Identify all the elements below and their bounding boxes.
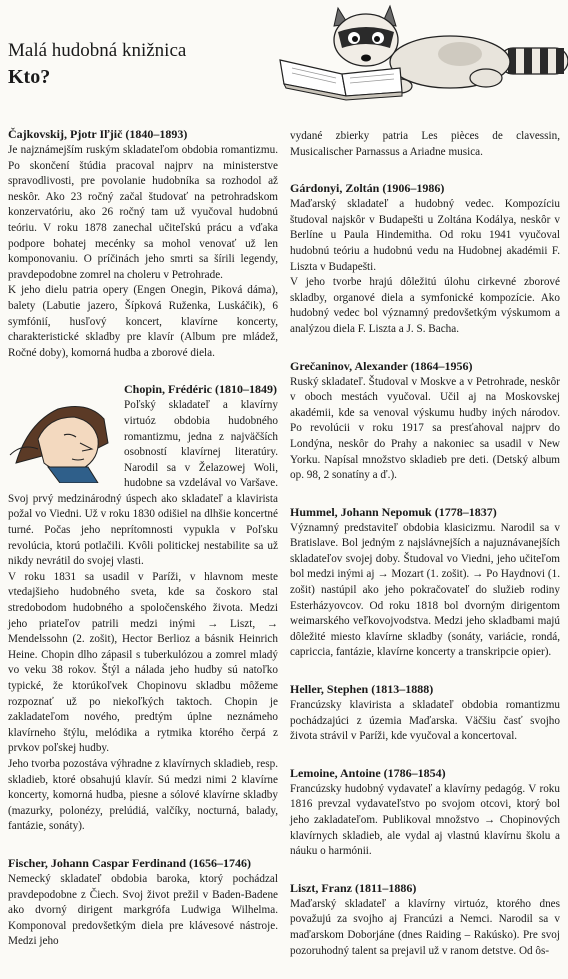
entry-heading: Hummel, Johann Nepomuk (1778–1837) [290, 504, 497, 519]
entry-heading: Fischer, Johann Caspar Ferdinand (1656–1746) [8, 855, 252, 870]
entry-grecaninov [290, 358, 560, 484]
page-title: Malá hudobná knižnica [8, 40, 187, 61]
raccoon-reading-illustration [250, 0, 568, 122]
entry-heading: Gárdonyi, Zoltán (1906–1986) [290, 181, 445, 196]
left-column [8, 126, 278, 970]
entry-heading: Liszt, Franz (1811–1886) [290, 880, 417, 895]
open-book [280, 60, 402, 100]
entry-heading: Grečaninov, Alexander (1864–1956) [290, 358, 473, 373]
entry-cajkovskij [8, 126, 278, 361]
entry-heading: Chopin, Frédéric (1810–1849) [124, 382, 277, 397]
entry-text: K jeho dielu patria opery (Engen Onegin, Piková dáma), balety (Labutie jazero, Šípková Ruženka, Luskáčik), 6 symfónií, husľový koncert, klavírne koncerty, charakteristické skladby pre klavír (Album pre mládež, Ročné doby), komorná hudba a zborové diela. [8, 284, 278, 359]
entry-text: Poľský skladateľ a klavírny virtuóz obdobia hudobného romantizmu, jedna z najväčších osobností klavírnej literatúry. Narodil sa v Želazowej Woli, hudobne sa vzdelával vo Varšave. Svoj prvý medzinárodný úspech ako skladateľ a klavirista požal vo Viedni. Už v roku 1830 odišiel na dlhšie koncertné turné. Počas jeho neprítomnosti vypukla v Poľsku revolúcia, ktorú potlačili. Kvôli politickej nestabilite sa už nikdy nevrátil do svojej vlasti. [8, 399, 278, 568]
chopin-portrait-illustration [8, 383, 116, 483]
entry-continuation: vydané zbierky patria Les pièces de clavessin, Musicalischer Parnassus a Ariadne musica. [290, 130, 560, 158]
entry-text: V jeho tvorbe hrajú dôležitú úlohu cirkevné zborové skladby, organové diela a symfonické kompozície. Ako hudobný vedec bol významný predovšetkým výskumom a analýzou diela F. Liszta a J. S. Bacha. [290, 276, 560, 335]
entry-text: Maďarský skladateľ a hudobný vedec. Kompozíciu študoval najskôr v Budapešti u Zoltána Kodálya, neskôr v Berlíne u Paula Hindemitha. Od roku 1941 vyučoval hudobnú teóriu a hudobnú vedu na Hudobnej akadémii F. Liszta v Budapešti. [290, 198, 560, 273]
entry-text: Je najznámejším ruským skladateľom obdobia romantizmu. Po skončení štúdia pracoval najprv na ministerstve spravodlivosti, pre povolanie hudobníka sa rozhodol až neskôr. Ako 23 ročný začal študovať na petrohradskom konzervatóriu, ako 26 ročný tam už vyučoval hudobnú teóriu. V roku 1878 zanechal učiteľskú prácu a vďaka podpore bohatej mecénky sa mohol venovať už len komponovaniu. O príčinách jeho smrti sa šírili legendy, pravdepodobne zomrel na choleru v Petrohrade. [8, 144, 278, 281]
entry-hummel [290, 504, 560, 661]
page-subtitle: Kto? [8, 66, 51, 88]
right-column [290, 129, 560, 979]
entry-text: Významný predstaviteľ obdobia klasicizmu. Narodil sa v Bratislave. Bol jedným z najslávnejších a najuznávanejších skladateľov svojej doby. Študoval vo Viedni, jeho učiteľom bol medzi inými aj → Mozart (1. zošit). → Po Haydnovi (1. zošit) nastúpil ako jeho pokračovateľ do služieb rodiny Esterházyovcov. Od roku 1818 bol dvorným dirigentom weimarského veľkovojvodstva. Medzi jeho skladbami majú dôležité miesto klavírne skladby (sonáty, variácie, rondá, capriccia, fantázie, klavírne koncerty a transkripcie opier). [290, 521, 560, 659]
entry-heading: Čajkovskij, Pjotr Iľjič (1840–1893) [8, 127, 188, 141]
entry-text: Maďarský skladateľ a klavírny virtuóz, ktorého dnes považujú za svojho aj Francúzi a Nemci. Narodil sa v maďarskom Doborjáne (dnes Raiding – Rakúsko). Pre svoj pozoruhodný talent sa prejavil už v ranom detstve. Od ôs- [290, 897, 560, 957]
entry-text: V roku 1831 sa usadil v Paríži, v hlavnom meste vtedajšieho hudobného sveta, kde sa čoskoro stal stredobodom hudobného a spoločenského života. Medzi jeho priateľov patrili medzi inými → Liszt, → Mendelssohn (2. zošit), Hector Berlioz a básnik Heinrich Heine. Chopin dlho zápasil s tuberkulózou a zomrel mladý vo veku 38 rokov. Štýl a nálada jeho hudby sú natoľko typické, že ktorúkoľvek Chopinovu skladbu môžeme rozpoznať už po niekoľkých taktoch. Chopin je zakladateľom nového, predtým úplne neznámeho klavírneho štýlu, melódika a rytmika ktorého čerpá z prvkov poľskej hudby. [8, 570, 278, 755]
entry-gardonyi [290, 180, 560, 337]
entry-text: Ruský skladateľ. Študoval v Moskve a v Petrohrade, neskôr v oboch mestách vyučoval. Učil aj na Moskovskej akadémii, kde sa venoval výskumu hudby iných národov. Po revolúcii v roku 1917 sa presťahoval najprv do Londýna, neskôr do Prahy a nakoniec sa usadil v New Yorku. Napísal množstvo skladieb pre deti. (Detský album op. 98, 2 sonatíny a ď.). [290, 375, 560, 482]
entry-text: Nemecký skladateľ obdobia baroka, ktorý pochádzal pravdepodobne z Čiech. Svoj život prežil v Baden-Badene ako dvorný dirigent markgrófa Ludwiga Wilhelma. Komponoval predovšetkým diela pre klávesové nástroje. Medzi jeho [8, 872, 278, 948]
entry-text: Francúzsky klavirista a skladateľ obdobia romantizmu pochádzajúci z územia Maďarska. Väčšiu časť svojho života strávil v Paríži, kde vyučoval a koncertoval. [290, 699, 560, 743]
entry-text: Jeho tvorba pozostáva výhradne z klavírnych skladieb, resp. skladieb, ktoré obsahujú klavír. Sú medzi nimi 2 klavírne koncerty, komorná hudba, piesne a sólové klavírne skladby (mazurky, polonézy, prelúdiá, valčíky, nocturná, balady, fantázie, sonáty). [8, 757, 278, 833]
entry-liszt [290, 880, 560, 959]
entry-heading: Heller, Stephen (1813–1888) [290, 682, 434, 697]
entry-text: Francúzsky hudobný vydavateľ a klavírny pedagóg. V roku 1816 prevzal vydavateľstvo po svojom otcovi, ktorý bol jeho zakladateľom. Publikoval množstvo → Chopinových klavírnych skladieb, ale vydal aj vlastnú klavírnu školu a náuku o harmónii. [290, 782, 560, 858]
entry-fischer [8, 855, 278, 950]
entry-chopin [8, 381, 278, 835]
entry-lemoine [290, 765, 560, 860]
entry-heading: Lemoine, Antoine (1786–1854) [290, 765, 446, 780]
raccoon-head [334, 6, 398, 66]
entry-heller [290, 681, 560, 745]
